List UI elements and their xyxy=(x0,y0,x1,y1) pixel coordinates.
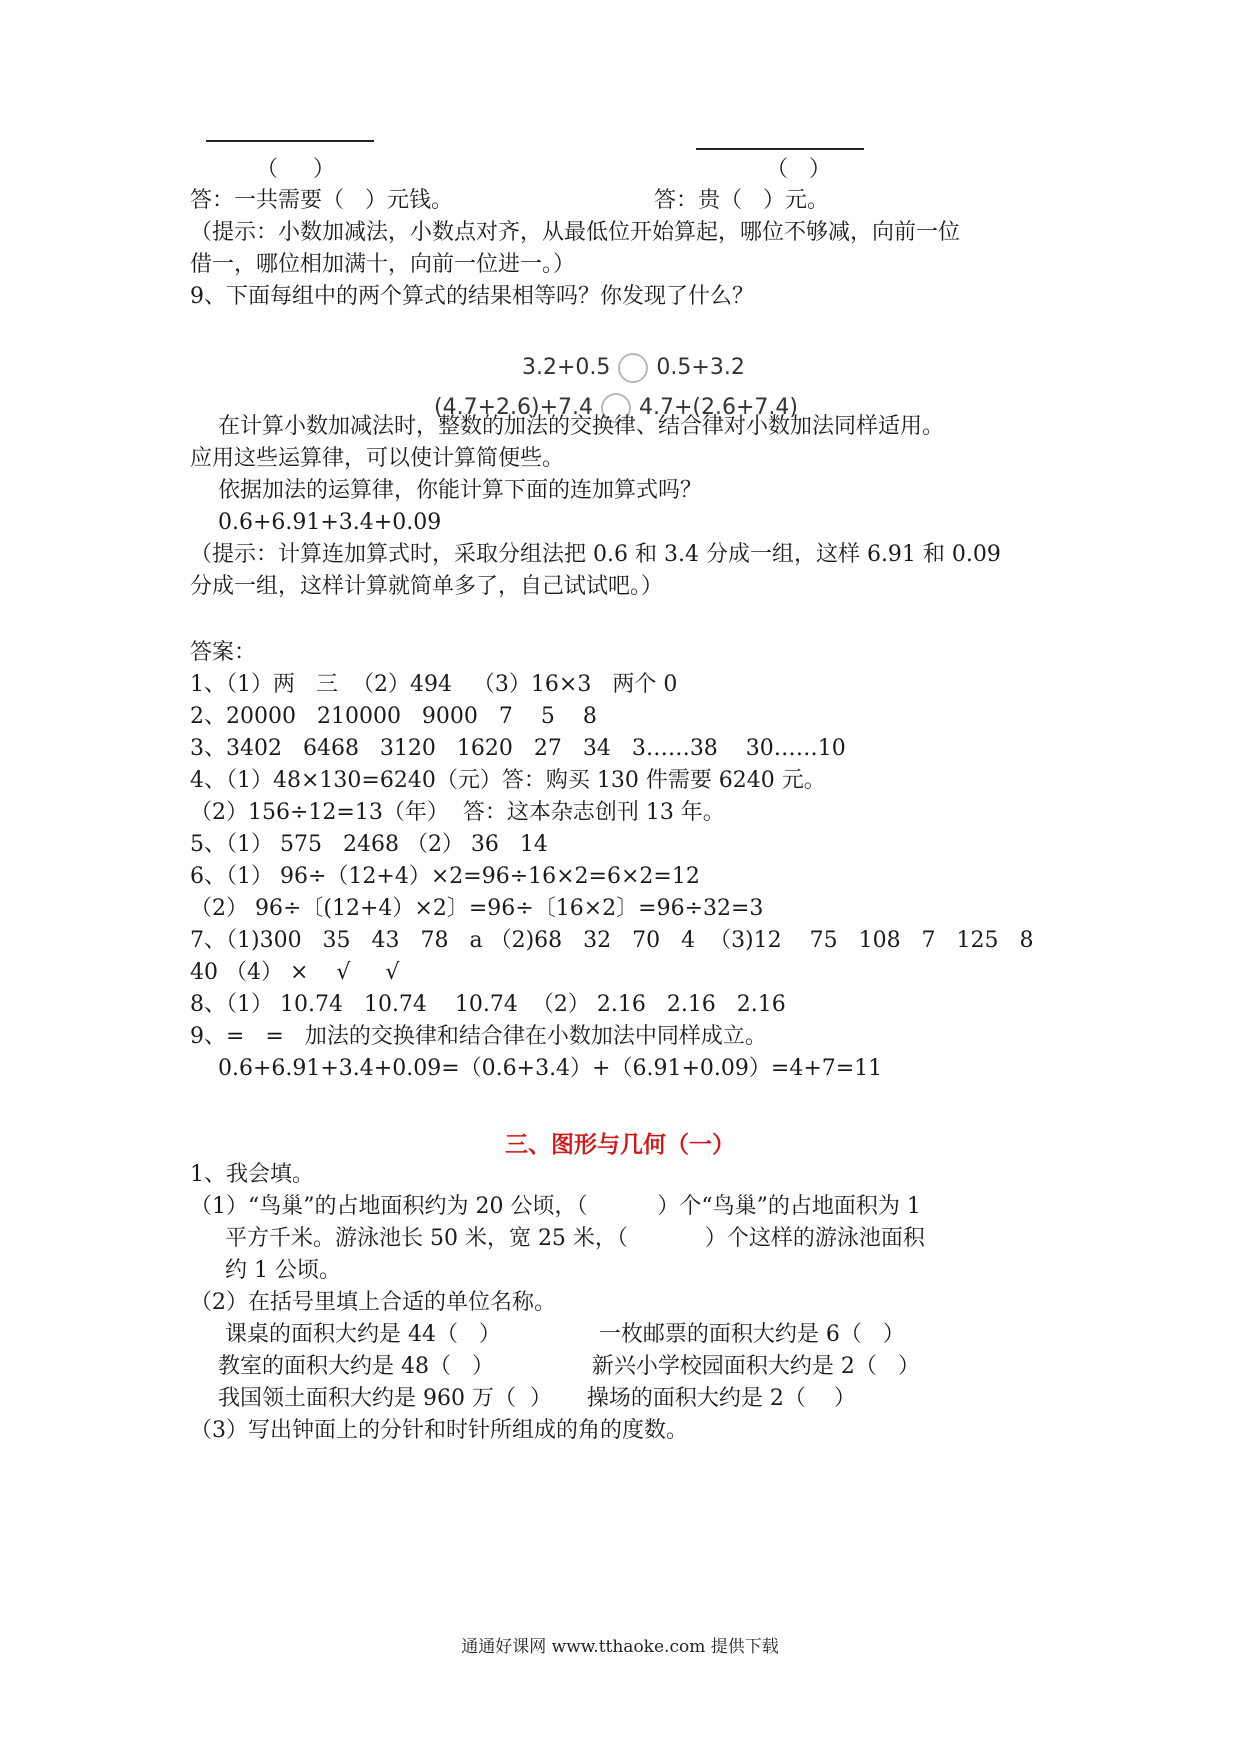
answers-heading: 答案： xyxy=(190,640,257,665)
question-9: 9、下面每组中的两个算式的结果相等吗？你发现了什么？ xyxy=(190,284,754,309)
hint-line-2: 借一，哪位相加满十，向前一位进一。） xyxy=(190,252,576,277)
section-line: 我国领土面积大约是 960 万（ ） 操场的面积大约是 2（ ） xyxy=(190,1386,856,1411)
answer-line: 1、（1）两 三 （2）494 （3）16×3 两个 0 xyxy=(190,672,678,697)
q9-hint-1: （提示：计算连加算式时，采取分组法把 0.6 和 3.4 分成一组，这样 6.91 和 0.09 xyxy=(190,542,1001,567)
page-footer: 通通好课网 www.tthaoke.com 提供下载 xyxy=(461,1637,779,1657)
answer-line: 5、（1） 575 2468 （2） 36 14 xyxy=(190,832,548,857)
blank-line-left xyxy=(206,140,374,142)
answer-line: 2、20000 210000 9000 7 5 8 xyxy=(190,704,597,729)
blank-paren-left: （ ） xyxy=(256,157,335,182)
formula-2-right: 4.7+(2.6+7.4) xyxy=(639,395,798,420)
answer-line: 8、（1） 10.74 10.74 10.74 （2） 2.16 2.16 2.16 xyxy=(190,992,786,1017)
q9-para-2: 应用这些运算律，可以使计算简便些。 xyxy=(190,446,565,471)
answer-line: 40 （4） × √ √ xyxy=(190,960,400,985)
q9-para-1: 在计算小数加减法时，整数的加法的交换律、结合律对小数加法同样适用。 xyxy=(190,414,944,439)
hint-line-1: （提示：小数加减法，小数点对齐，从最低位开始算起，哪位不够减，向前一位 xyxy=(190,220,961,245)
answer-line: 9、= = 加法的交换律和结合律在小数加法中同样成立。 xyxy=(190,1024,767,1049)
formula-2-left: (4.7+2.6)+7.4 xyxy=(434,395,593,420)
q9-hint-2: 分成一组，这样计算就简单多了，自己试试吧。） xyxy=(190,574,664,599)
blank-paren-right: （ ） xyxy=(766,157,831,182)
q9-para-3: 依据加法的运算律，你能计算下面的连加算式吗？ xyxy=(190,478,702,503)
answer-line: （2） 96÷〔(12+4）×2〕=96÷〔16×2〕=96÷32=3 xyxy=(190,896,764,921)
answer-price-difference: 答：贵（ ）元。 xyxy=(654,188,829,213)
section-line: 课桌的面积大约是 44（ ） 一枚邮票的面积大约是 6（ ） xyxy=(190,1322,905,1347)
section-line: （1）“鸟巢”的占地面积约为 20 公顷，（ ）个“鸟巢”的占地面积为 1 xyxy=(190,1194,921,1219)
answer-line: （2）156÷12=13（年） 答：这本杂志创刊 13 年。 xyxy=(190,800,725,825)
section-line: 约 1 公顷。 xyxy=(190,1258,341,1283)
answer-line: 0.6+6.91+3.4+0.09=（0.6+3.4）+（6.91+0.09）=4+7=11 xyxy=(190,1056,883,1081)
section-line: 教室的面积大约是 48（ ） 新兴小学校园面积大约是 2（ ） xyxy=(190,1354,920,1379)
section-line: （3）写出钟面上的分针和时针所组成的角的度数。 xyxy=(190,1418,688,1443)
section-line: 平方千米。游泳池长 50 米，宽 25 米，（ ）个这样的游泳池面积 xyxy=(190,1226,925,1251)
formula-1-left: 3.2+0.5 xyxy=(522,355,611,380)
answer-line: 6、（1） 96÷（12+4）×2=96÷16×2=6×2=12 xyxy=(190,864,700,889)
answer-line: 4、（1）48×130=6240（元）答：购买 130 件需要 6240 元。 xyxy=(190,768,826,793)
answer-line: 3、3402 6468 3120 1620 27 34 3……38 30……10 xyxy=(190,736,846,761)
answer-total-cost: 答：一共需要（ ）元钱。 xyxy=(190,188,453,213)
section-title: 三、图形与几何（一） xyxy=(505,1131,735,1158)
blank-line-right xyxy=(696,148,864,150)
q9-expression: 0.6+6.91+3.4+0.09 xyxy=(190,510,442,535)
formula-1-right: 0.5+3.2 xyxy=(656,355,745,380)
answer-line: 7、（1)300 35 43 78 a （2)68 32 70 4 （3)12 75 108 7 125 8 xyxy=(190,928,1034,953)
section-line: 1、我会填。 xyxy=(190,1162,314,1187)
section-line: （2）在括号里填上合适的单位名称。 xyxy=(190,1290,556,1315)
